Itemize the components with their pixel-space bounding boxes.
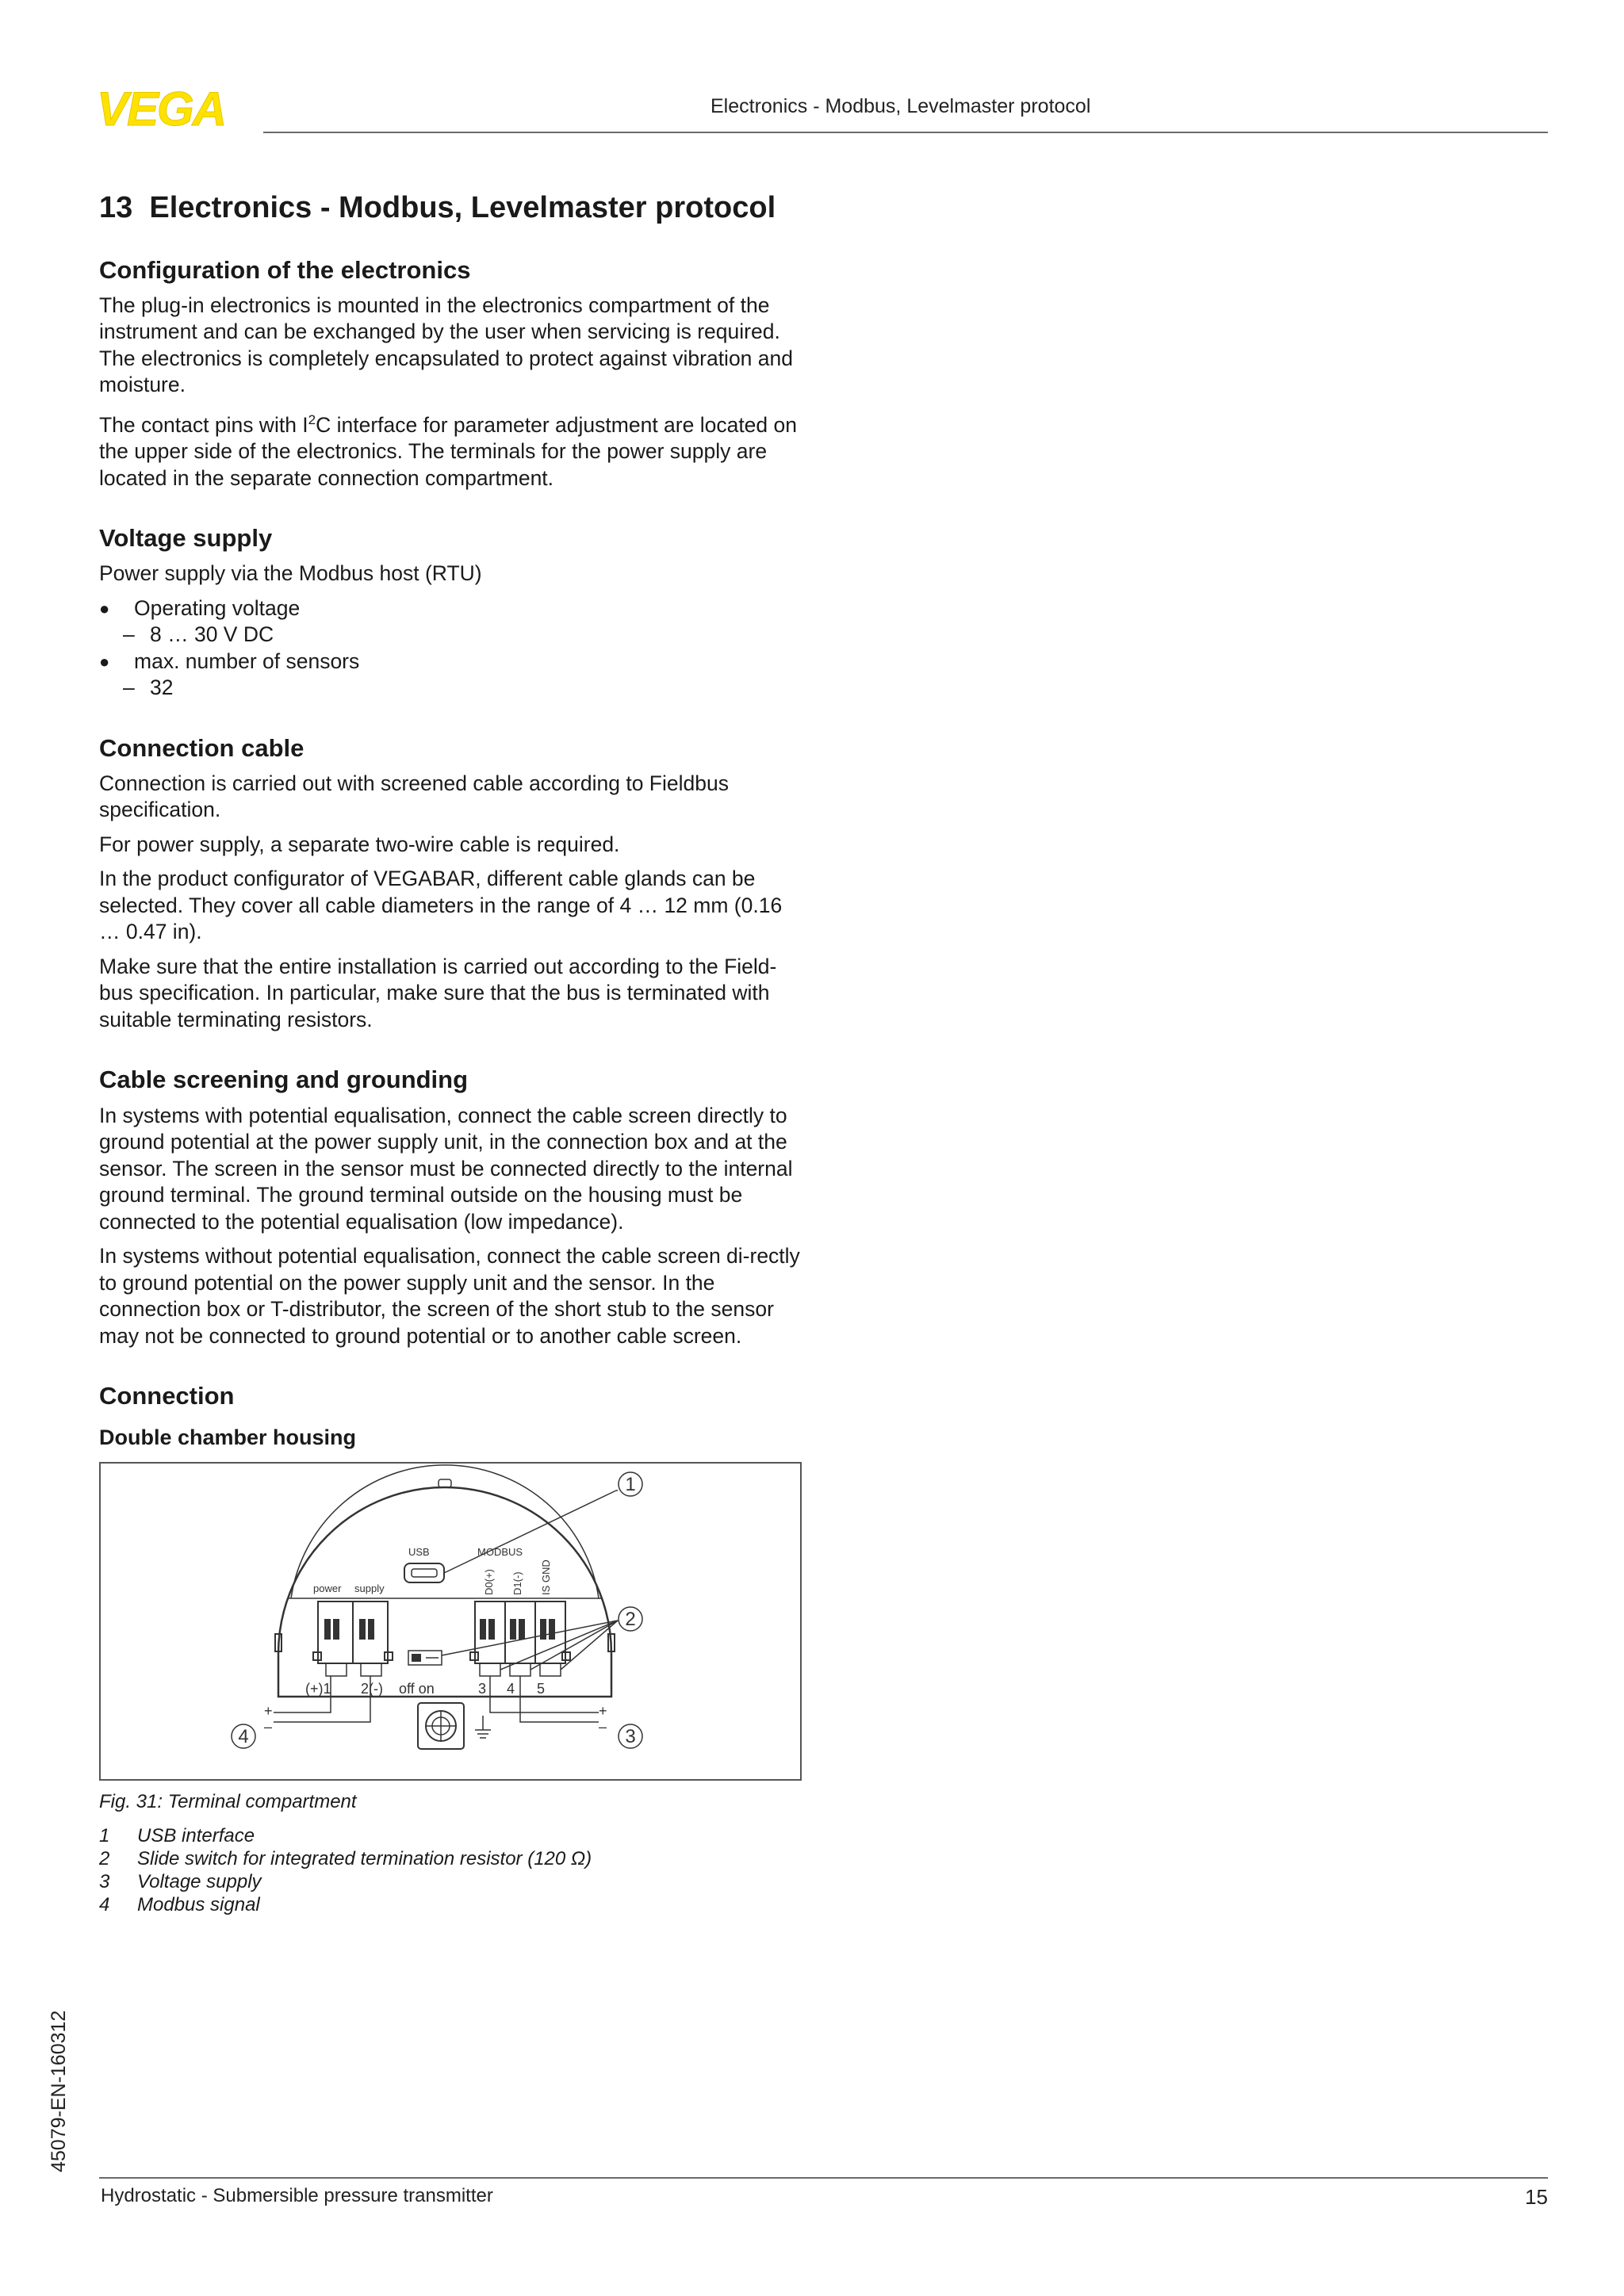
minus-label-right: –: [599, 1718, 607, 1735]
text-run: C interface for parameter adjustment are located on the upper side of the electronics. The terminals for the power supply are located in the separate connection compartment.: [99, 412, 797, 490]
section-cable-screening: [99, 1065, 805, 1349]
paragraph: Make sure that the entire installation is carried out according to the Field-bus specification. In particular, make sure that the bus is terminated with suitable terminating resistors.: [99, 954, 777, 1031]
page-number: 15: [1525, 2185, 1548, 2209]
section-heading: Connection cable: [99, 733, 304, 762]
terminal-1-label: (+)1: [305, 1680, 331, 1697]
legend-item: [99, 1870, 805, 1893]
superscript: 2: [308, 411, 316, 427]
plus-label-left: +: [264, 1702, 273, 1719]
d0-label: D0(+): [483, 1568, 495, 1595]
minus-label-left: –: [264, 1718, 273, 1735]
section-heading: Configuration of the electronics: [99, 255, 471, 284]
list-item: ● max. number of sensors: [99, 649, 805, 675]
text-run: The contact pins with I: [99, 412, 308, 437]
callout-2-leader-d: [561, 1621, 618, 1670]
header-divider: [263, 132, 1548, 133]
legend-number: 4: [99, 1893, 110, 1915]
terminal-5-label: 5: [537, 1680, 546, 1697]
callout-4-number: 4: [238, 1725, 249, 1747]
legend-text: Slide switch for integrated termination resistor (120 Ω): [137, 1847, 592, 1869]
paragraph: Connection is carried out with screened cable according to Fieldbus specification.: [99, 771, 729, 822]
modbus-label: MODBUS: [477, 1545, 523, 1558]
section-heading: Voltage supply: [99, 524, 273, 553]
supply-label: supply: [354, 1582, 385, 1594]
paragraph: For power supply, a separate two-wire cable is required.: [99, 832, 620, 856]
usb-port-icon: [404, 1563, 444, 1582]
callout-1-leader: [444, 1490, 616, 1573]
legend-number: 3: [99, 1870, 110, 1892]
list-item: ● Operating voltage: [99, 595, 805, 622]
paragraph: The plug-in electronics is mounted in the electronics compartment of the instrument and can be exchanged by the user when servicing is required. The electronics is completely encapsulated to protect against vibration and moisture.: [99, 293, 793, 397]
footer-product-name: Hydrostatic - Submersible pressure transmitter: [101, 2185, 493, 2206]
list-item: – 8 … 30 V DC: [99, 622, 805, 649]
chapter-title: Electronics - Modbus, Levelmaster protocol: [149, 191, 776, 224]
legend-item: [99, 1893, 805, 1916]
figure-legend: [99, 1824, 805, 1916]
paragraph: Power supply via the Modbus host (RTU): [99, 561, 482, 586]
slide-switch: [408, 1651, 442, 1665]
legend-number: 1: [99, 1824, 110, 1846]
d1-label: D1(-): [511, 1571, 523, 1595]
legend-item: [99, 1824, 805, 1847]
document-number: 45079-EN-160312: [48, 2010, 70, 2172]
power-label: power: [313, 1582, 342, 1594]
paragraph: In the product configurator of VEGABAR, different cable glands can be selected. They cover all cable diameters in the range of 4 … 12 mm (0.16 … 0.47 in).: [99, 867, 783, 944]
is-gnd-label: IS GND: [540, 1559, 552, 1595]
callout-3-number: 3: [625, 1725, 636, 1747]
subsection-heading: Double chamber housing: [99, 1425, 357, 1450]
legend-text: USB interface: [137, 1824, 255, 1846]
callout-1-number: 1: [625, 1473, 636, 1495]
footer-divider: [99, 2177, 1548, 2179]
legend-item: [99, 1847, 805, 1870]
paragraph: [99, 407, 805, 492]
terminal-4-label: 4: [507, 1680, 515, 1697]
off-on-label: off on: [399, 1680, 435, 1697]
plus-label-right: +: [599, 1702, 607, 1719]
section-connection: [99, 1381, 805, 1916]
terminal-2-label: 2(-): [361, 1680, 383, 1697]
figure-caption: Fig. 31: Terminal compartment: [99, 1790, 357, 1812]
section-voltage-supply: [99, 523, 805, 702]
section-configuration: [99, 255, 805, 492]
voltage-list: [99, 595, 805, 702]
section-heading: Connection: [99, 1382, 235, 1410]
modbus-wire-minus: [520, 1676, 599, 1722]
housing-inner-arc: [291, 1465, 599, 1598]
housing-tab: [439, 1479, 451, 1487]
usb-port-inner: [412, 1569, 437, 1577]
vega-logo: [97, 89, 255, 134]
terminal-compartment-figure: [99, 1462, 802, 1781]
svg-text:VEGA: VEGA: [97, 89, 226, 130]
ground-terminal-icon: [418, 1703, 491, 1749]
section-heading: Cable screening and grounding: [99, 1066, 469, 1094]
terminal-3-label: 3: [478, 1680, 487, 1697]
power-terminal-block: [313, 1601, 393, 1676]
callout-2-leader: [442, 1621, 618, 1655]
chapter-number: 13: [99, 191, 133, 224]
chapter-heading: [99, 190, 805, 227]
section-connection-cable: [99, 733, 805, 1034]
usb-label: USB: [408, 1545, 430, 1558]
list-item: – 32: [99, 675, 805, 702]
modbus-terminal-block: [470, 1601, 570, 1676]
legend-text: Voltage supply: [137, 1870, 262, 1892]
legend-number: 2: [99, 1847, 110, 1869]
callout-2-number: 2: [625, 1608, 636, 1630]
paragraph: In systems with potential equalisation, connect the cable screen directly to ground potential at the power supply unit, in the connection box and at the sensor. The screen in the sensor must be connected directly to the internal ground terminal. The ground terminal outside on the housing must be connected to the potential equalisation (low impedance).: [99, 1103, 793, 1234]
callout-2-leader-b: [500, 1621, 618, 1670]
main-content: [99, 190, 805, 1916]
paragraph: In systems without potential equalisation, connect the cable screen di-rectly to ground potential on the power supply unit and the sensor. In the connection box or T-distributor, the screen of the short stub to the sensor may not be connected to ground potential or to another cable screen.: [99, 1244, 800, 1348]
legend-text: Modbus signal: [137, 1893, 260, 1915]
header-title: Electronics - Modbus, Levelmaster protocol: [710, 95, 1091, 117]
